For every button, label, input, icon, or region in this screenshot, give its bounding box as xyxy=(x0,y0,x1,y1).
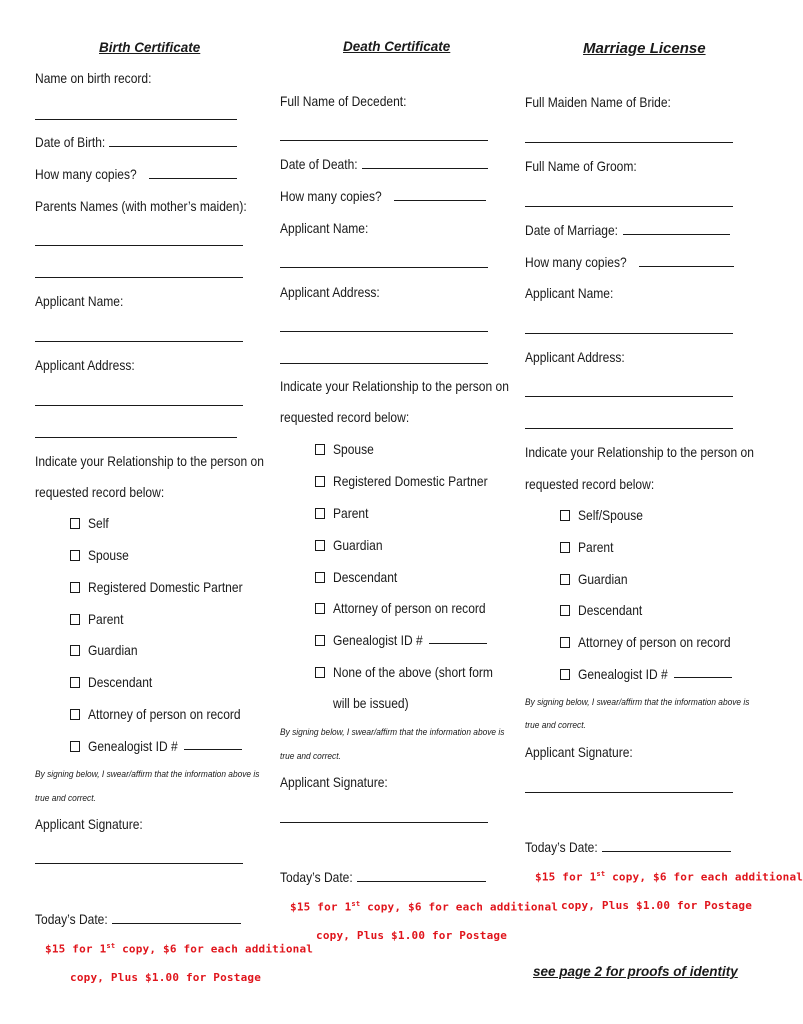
birth-relationship-label-cont: requested record below: xyxy=(35,484,165,500)
birth-parents-field-2[interactable] xyxy=(35,277,243,278)
death-option-none[interactable]: None of the above (short form xyxy=(315,664,519,680)
birth-fee-text-cont: copy, Plus $1.00 for Postage xyxy=(70,971,262,984)
checkbox-icon xyxy=(70,677,80,688)
death-affirm-text: By signing below, I swear/affirm that the information above is xyxy=(280,727,505,738)
marriage-option-self-spouse[interactable]: Self/Spouse xyxy=(560,507,654,523)
death-option-attorney[interactable]: Attorney of person on record xyxy=(315,600,510,616)
marriage-signature-field[interactable] xyxy=(525,792,733,793)
birth-option-genealogist[interactable]: Genealogist ID # xyxy=(70,738,242,754)
birth-applicant-address-label: Applicant Address: xyxy=(35,357,135,373)
death-dod-label: Date of Death: xyxy=(280,156,358,172)
marriage-affirm-text-cont: true and correct. xyxy=(525,720,586,731)
checkbox-icon xyxy=(315,635,325,646)
birth-signature-label: Applicant Signature: xyxy=(35,816,143,832)
birth-affirm-text: By signing below, I swear/affirm that the information above is xyxy=(35,769,260,780)
birth-signature-field[interactable] xyxy=(35,863,243,864)
death-signature-field[interactable] xyxy=(280,822,488,823)
birth-parents-label: Parents Names (with mother’s maiden): xyxy=(35,198,247,214)
proofs-of-identity-note: see page 2 for proofs of identity xyxy=(533,964,738,979)
birth-dob-field[interactable] xyxy=(109,145,237,147)
death-copies-label: How many copies? xyxy=(280,188,382,204)
birth-genealogist-id-field[interactable] xyxy=(184,749,242,750)
death-applicant-address-label: Applicant Address: xyxy=(280,284,380,300)
birth-option-guardian[interactable]: Guardian xyxy=(70,642,146,658)
birth-parents-field-1[interactable] xyxy=(35,245,243,246)
birth-option-attorney[interactable]: Attorney of person on record xyxy=(70,706,265,722)
death-option-genealogist[interactable]: Genealogist ID # xyxy=(315,632,487,648)
death-fee-text: $15 for 1st copy, $6 for each additional xyxy=(290,900,559,914)
death-relationship-label: Indicate your Relationship to the person on xyxy=(280,378,509,394)
checkbox-icon xyxy=(560,637,570,648)
birth-option-self[interactable]: Self xyxy=(70,515,112,531)
birth-copies-field[interactable] xyxy=(149,177,237,179)
birth-option-parent[interactable]: Parent xyxy=(70,611,129,627)
death-applicant-name-field[interactable] xyxy=(280,267,488,268)
marriage-bride-label: Full Maiden Name of Bride: xyxy=(525,94,671,110)
death-option-spouse[interactable]: Spouse xyxy=(315,441,380,457)
marriage-applicant-name-field[interactable] xyxy=(525,333,733,334)
marriage-option-genealogist[interactable]: Genealogist ID # xyxy=(560,666,732,682)
birth-copies-row xyxy=(35,166,237,182)
birth-copies-label: How many copies? xyxy=(35,166,137,182)
marriage-license-header: Marriage License xyxy=(583,40,706,57)
marriage-dom-label: Date of Marriage: xyxy=(525,222,619,238)
death-applicant-address-field-1[interactable] xyxy=(280,331,488,332)
checkbox-icon xyxy=(560,605,570,616)
birth-dob-label: Date of Birth: xyxy=(35,134,106,150)
marriage-copies-label: How many copies? xyxy=(525,254,627,270)
checkbox-icon xyxy=(70,741,80,752)
checkbox-icon xyxy=(315,572,325,583)
marriage-applicant-name-label: Applicant Name: xyxy=(525,285,614,301)
death-dod-row xyxy=(280,156,488,172)
marriage-groom-field[interactable] xyxy=(525,206,733,207)
marriage-fee-text-cont: copy, Plus $1.00 for Postage xyxy=(561,899,753,912)
birth-date-field[interactable] xyxy=(112,922,241,924)
checkbox-icon xyxy=(560,542,570,553)
birth-applicant-address-field-1[interactable] xyxy=(35,405,243,406)
checkbox-icon xyxy=(70,582,80,593)
marriage-relationship-label: Indicate your Relationship to the person on xyxy=(525,444,754,460)
marriage-dom-field[interactable] xyxy=(623,233,730,235)
birth-applicant-address-field-2[interactable] xyxy=(35,437,237,438)
death-fee-text-cont: copy, Plus $1.00 for Postage xyxy=(316,929,508,942)
death-date-label: Today’s Date: xyxy=(280,869,353,885)
marriage-affirm-text: By signing below, I swear/affirm that the information above is xyxy=(525,697,750,708)
marriage-option-guardian[interactable]: Guardian xyxy=(560,571,636,587)
death-option-domestic-partner[interactable]: Registered Domestic Partner xyxy=(315,473,513,489)
marriage-bride-field[interactable] xyxy=(525,142,733,143)
checkbox-icon xyxy=(70,550,80,561)
birth-certificate-section xyxy=(35,0,314,1024)
death-name-field[interactable] xyxy=(280,140,488,141)
checkbox-icon xyxy=(315,444,325,455)
checkbox-icon xyxy=(315,667,325,678)
death-genealogist-id-field[interactable] xyxy=(429,643,487,644)
birth-applicant-name-field[interactable] xyxy=(35,341,243,342)
checkbox-icon xyxy=(70,709,80,720)
checkbox-icon xyxy=(315,476,325,487)
marriage-fee-text: $15 for 1st copy, $6 for each additional xyxy=(535,870,803,884)
marriage-signature-label: Applicant Signature: xyxy=(525,744,633,760)
death-certificate-header: Death Certificate xyxy=(343,39,451,54)
checkbox-icon xyxy=(560,574,570,585)
checkbox-icon xyxy=(70,518,80,529)
birth-affirm-text-cont: true and correct. xyxy=(35,793,96,804)
marriage-option-attorney[interactable]: Attorney of person on record xyxy=(560,634,755,650)
birth-relationship-label: Indicate your Relationship to the person on xyxy=(35,453,264,469)
marriage-relationship-label-cont: requested record below: xyxy=(525,476,655,492)
death-date-row xyxy=(280,869,486,885)
death-signature-label: Applicant Signature: xyxy=(280,774,388,790)
marriage-genealogist-id-field[interactable] xyxy=(674,677,732,678)
marriage-copies-row xyxy=(525,254,734,270)
checkbox-icon xyxy=(70,614,80,625)
marriage-dom-row xyxy=(525,222,730,238)
birth-option-domestic-partner[interactable]: Registered Domestic Partner xyxy=(70,579,268,595)
death-relationship-label-cont: requested record below: xyxy=(280,409,410,425)
marriage-date-row xyxy=(525,839,731,855)
checkbox-icon xyxy=(315,603,325,614)
marriage-applicant-address-field-2[interactable] xyxy=(525,428,733,429)
death-applicant-address-field-2[interactable] xyxy=(280,363,488,364)
checkbox-icon xyxy=(560,669,570,680)
marriage-date-label: Today’s Date: xyxy=(525,839,598,855)
marriage-copies-field[interactable] xyxy=(639,265,734,267)
death-date-field[interactable] xyxy=(357,880,486,882)
birth-date-label: Today’s Date: xyxy=(35,911,108,927)
death-dod-field[interactable] xyxy=(362,167,488,169)
marriage-date-field[interactable] xyxy=(602,850,731,852)
birth-fee-text: $15 for 1st copy, $6 for each additional xyxy=(45,942,314,956)
marriage-option-descendant[interactable]: Descendant xyxy=(560,602,653,618)
marriage-license-section xyxy=(525,0,803,1024)
death-name-label: Full Name of Decedent: xyxy=(280,93,407,109)
birth-name-label: Name on birth record: xyxy=(35,70,152,86)
marriage-groom-label: Full Name of Groom: xyxy=(525,158,637,174)
checkbox-icon xyxy=(560,510,570,521)
birth-certificate-header: Birth Certificate xyxy=(99,40,201,55)
checkbox-icon xyxy=(315,508,325,519)
death-option-descendant[interactable]: Descendant xyxy=(315,569,408,585)
death-certificate-section xyxy=(280,0,559,1024)
birth-dob-row xyxy=(35,134,237,150)
marriage-applicant-address-field-1[interactable] xyxy=(525,396,733,397)
birth-name-field[interactable] xyxy=(35,119,237,120)
death-option-none-cont: will be issued) xyxy=(333,695,409,711)
death-affirm-text-cont: true and correct. xyxy=(280,751,341,762)
birth-option-descendant[interactable]: Descendant xyxy=(70,674,163,690)
death-applicant-name-label: Applicant Name: xyxy=(280,220,369,236)
marriage-applicant-address-label: Applicant Address: xyxy=(525,349,625,365)
birth-applicant-name-label: Applicant Name: xyxy=(35,293,124,309)
birth-option-spouse[interactable]: Spouse xyxy=(70,547,135,563)
death-option-guardian[interactable]: Guardian xyxy=(315,537,391,553)
death-copies-row xyxy=(280,188,486,204)
birth-date-row xyxy=(35,911,241,927)
death-copies-field[interactable] xyxy=(394,199,486,201)
checkbox-icon xyxy=(315,540,325,551)
marriage-option-parent[interactable]: Parent xyxy=(560,539,619,555)
checkbox-icon xyxy=(70,645,80,656)
death-option-parent[interactable]: Parent xyxy=(315,505,374,521)
